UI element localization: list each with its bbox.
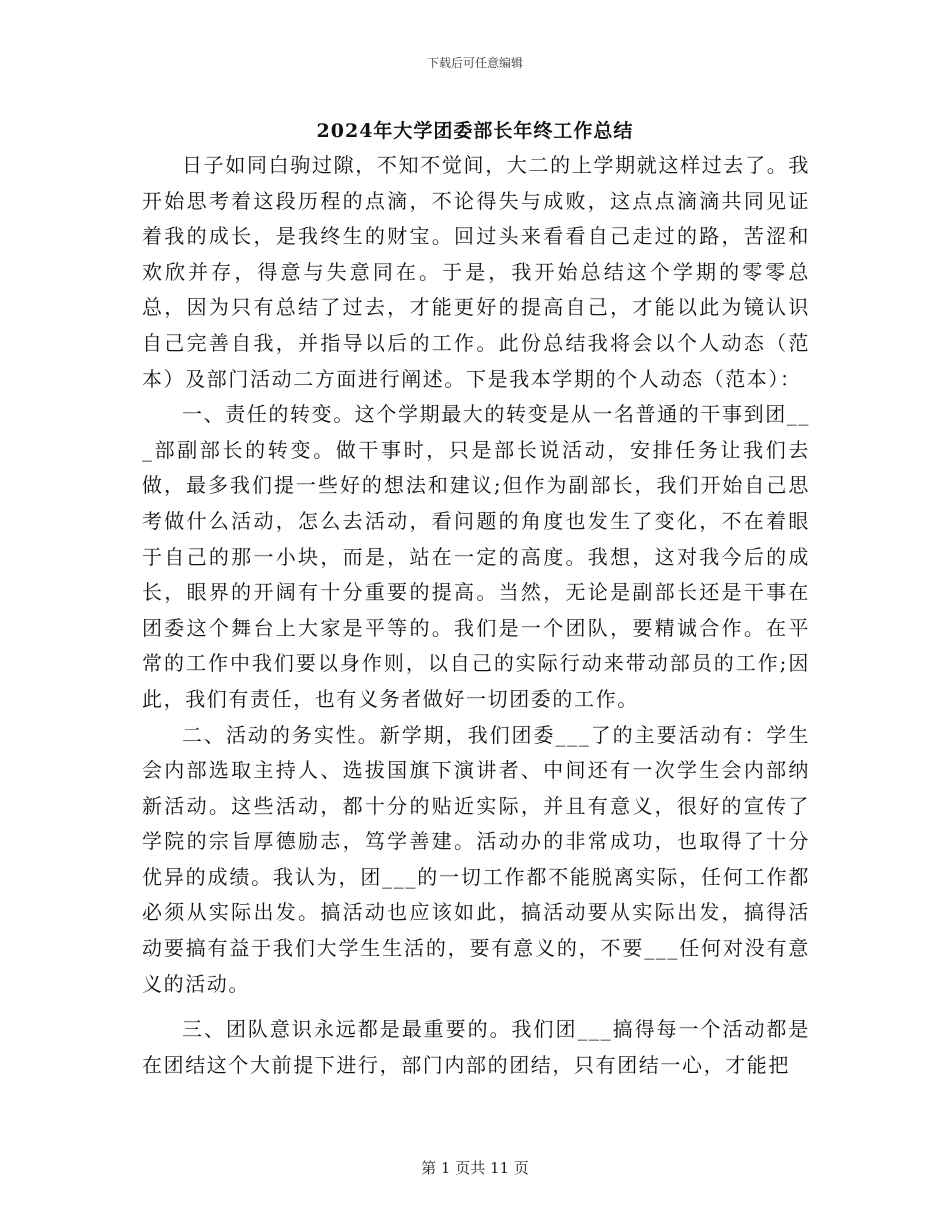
page-number: 第 1 页共 11 页 bbox=[421, 1159, 529, 1177]
paragraph-intro: 日子如同白驹过隙，不知不觉间，大二的上学期就这样过去了。我开始思考着这段历程的点滴，不论得失与成败，这点点滴滴共同见证着我的成长，是我终生的财宝。回过头来看看自己走过的路，苦涩和欢欣并存，得意与失意同在。于是，我开始总结这个学期的零零总总，因为只有总结了过去，才能更好的提高自己，才能以此为镜认识自己完善自我，并指导以后的工作。此份总结我将会以个人动态（范本）及部门活动二方面进行阐述。下是我本学期的个人动态（范本）： bbox=[142, 153, 810, 391]
document-title: 2024年大学团委部长年终工作总结 bbox=[316, 120, 634, 142]
paragraph-activities: 二、活动的务实性。新学期，我们团委___了的主要活动有：学生会内部选取主持人、选拔国旗下演讲者、中间还有一次学生会内部纳新活动。这些活动，都十分的贴近实际，并且有意义，很好的宣传了学院的宗旨厚德励志，笃学善建。活动办的非常成功，也取得了十分优异的成绩。我认为，团___的一切工作都不能脱离实际，任何工作都必须从实际出发。搞活动也应该如此，搞活动要从实际出发，搞得活动要搞有益于我们大学生生活的，要有意义的，不要___任何对没有意义的活动。 bbox=[142, 722, 810, 996]
paragraph-teamwork: 三、团队意识永远都是最重要的。我们团___搞得每一个活动都是在团结这个大前提下进行，部门内部的团结，只有团结一心，才能把 bbox=[142, 1017, 810, 1077]
paragraph-responsibility: 一、责任的转变。这个学期最大的转变是从一名普通的干事到团___部副部长的转变。做干事时，只是部长说活动，安排任务让我们去做，最多我们提一些好的想法和建议;但作为副部长，我们开始自己思考做什么活动，怎么去活动，看问题的角度也发生了变化，不在着眼于自己的那一小块，而是，站在一定的高度。我想，这对我今后的成长，眼界的开阔有十分重要的提高。当然，无论是副部长还是干事在团委这个舞台上大家是平等的。我们是一个团队，要精诚合作。在平常的工作中我们要以身作则，以自己的实际行动来带动部员的工作;因此，我们有责任，也有义务者做好一切团委的工作。 bbox=[142, 402, 810, 711]
header-note: 下载后可任意编辑 bbox=[426, 56, 523, 70]
document-body bbox=[142, 148, 810, 1083]
